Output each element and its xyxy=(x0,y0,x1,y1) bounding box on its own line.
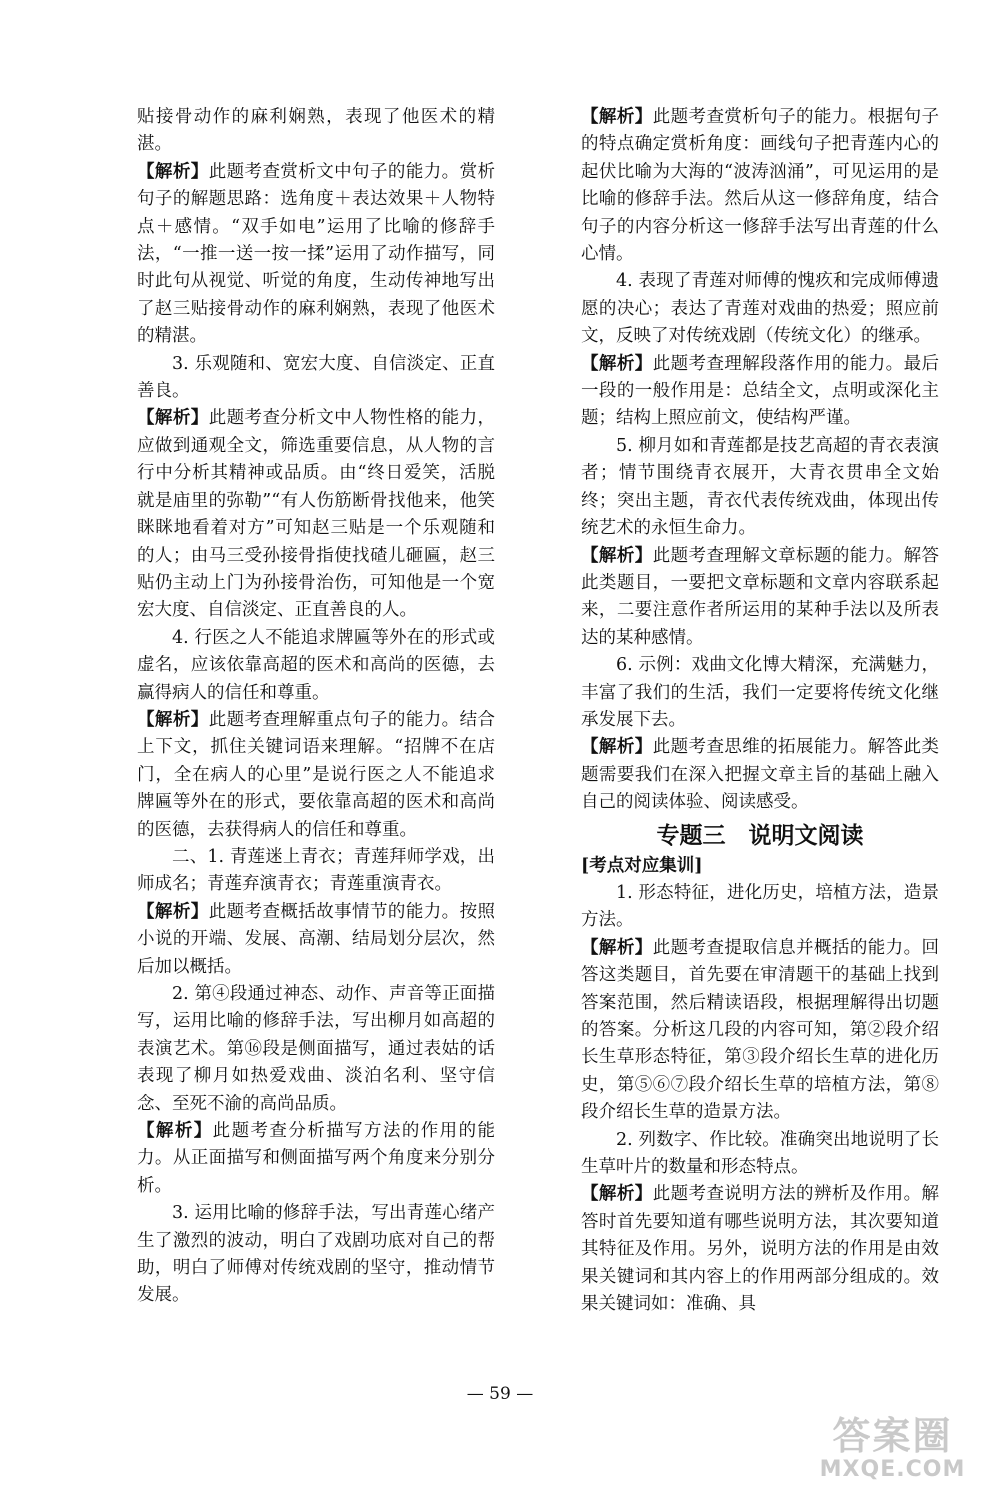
analysis-text: 此题考查思维的拓展能力。解答此类题需要我们在深入把握文章主旨的基础上融入自己的阅读体验、阅读感受。 xyxy=(581,737,940,813)
analysis-paragraph xyxy=(581,935,939,1127)
analysis-label: 【解析】 xyxy=(581,353,653,374)
analysis-paragraph xyxy=(581,104,939,268)
analysis-text: 此题考查分析文中人物性格的能力，应做到通观全文，筛选重要信息，从人物的言行中分析其精神或品质。由“终日爱笑，活脱就是庙里的弥勒”“有人伤筋断骨找他来，他笑眯眯地看着对方”可知赵三贴是一个乐观随和的人；由马三受孙接骨指使找碴儿砸匾，赵三贴仍主动上门为孙接骨治伤，可知他是一个宽宏大度、自信淡定、正直善良的人。 xyxy=(137,408,496,621)
analysis-text: 此题考查分析描写方法的作用的能力。从正面描写和侧面描写两个角度来分别分析。 xyxy=(137,1121,496,1196)
section-title: 专题三 说明文阅读 xyxy=(656,822,864,849)
answer-paragraph: 3. 乐观随和、宽宏大度、自信淡定、正直善良。 xyxy=(137,353,495,402)
answer-paragraph: 二、1. 青莲迷上青衣；青莲拜师学戏，出师成名；青莲弃演青衣；青莲重演青衣。 xyxy=(137,846,495,895)
right-column xyxy=(581,104,939,1318)
answer-paragraph: 2. 列数字、作比较。准确突出地说明了长生草叶片的数量和形态特点。 xyxy=(581,1129,939,1178)
right-column-top-answers xyxy=(581,104,939,817)
watermark-logo-text: 答案圈 xyxy=(832,1414,953,1458)
watermark-url: MXQE.COM xyxy=(819,1457,966,1482)
answer-paragraph: 4. 行医之人不能追求牌匾等外在的形式或虚名，应该依靠高超的医术和高尚的医德，去赢得病人的信任和尊重。 xyxy=(137,627,495,703)
analysis-paragraph xyxy=(137,405,495,624)
answer-paragraph: 1. 形态特征，进化历史，培植方法，造景方法。 xyxy=(581,882,939,931)
analysis-label: 【解析】 xyxy=(137,161,209,182)
analysis-label: 【解析】 xyxy=(581,737,653,758)
right-column-bottom-answers xyxy=(581,880,939,1319)
analysis-paragraph xyxy=(137,1118,495,1200)
answer-paragraph: 4. 表现了青莲对师傅的愧疚和完成师傅遗愿的决心；表达了青莲对戏曲的热爱；照应前文，反映了对传统戏剧（传统文化）的继承。 xyxy=(581,271,939,347)
watermark-logo xyxy=(800,1415,985,1483)
subsection-title: [考点对应集训] xyxy=(581,855,703,876)
answer-paragraph: 5. 柳月如和青莲都是技艺高超的青衣表演者；情节围绕青衣展开，大青衣贯串全文始终；突出主题，青衣代表传统戏曲，体现出传统艺术的永恒生命力。 xyxy=(581,435,939,539)
answer-paragraph: 3. 运用比喻的修辞手法，写出青莲心绪产生了激烈的波动，明白了戏剧功底对自己的帮助，明白了师傅对传统戏剧的坚守，推动情节发展。 xyxy=(137,1203,495,1306)
analysis-text: 此题考查赏析文中句子的能力。赏析句子的解题思路：选角度＋表达效果＋人物特点＋感情。“双手如电”运用了比喻的修辞手法，“一推一送一按一揉”运用了动作描写，同时此句从视觉、听觉的角度，生动传神地写出了赵三贴接骨动作的麻利娴熟，表现了他医术的精湛。 xyxy=(137,161,496,347)
analysis-label: 【解析】 xyxy=(581,1184,653,1205)
analysis-text: 此题考查说明方法的辨析及作用。解答时首先要知道有哪些说明方法，其次要知道其特征及作用。另外，说明方法的作用是由效果关键词和其内容上的作用两部分组成的。效果关键词如：准确、具 xyxy=(581,1184,940,1315)
analysis-paragraph xyxy=(137,159,495,351)
analysis-paragraph xyxy=(581,351,939,433)
answer-paragraph: 2. 第④段通过神态、动作、声音等正面描写，运用比喻的修辞手法，写出柳月如高超的表演艺术。第⑯段是侧面描写，通过表姑的话表现了柳月如热爱戏曲、淡泊名利、坚守信念、至死不渝的高尚品质。 xyxy=(137,984,495,1114)
analysis-text: 此题考查理解重点句子的能力。结合上下文，抓住关键词语来理解。“招牌不在店门，全在病人的心里”是说行医之人不能追求牌匾等外在的形式，要依靠高超的医术和高尚的医德，去获得病人的信任和尊重。 xyxy=(137,709,496,840)
page-number: — 59 — xyxy=(466,1384,534,1404)
analysis-text: 此题考查提取信息并概括的能力。回答这类题目，首先要在审清题干的基础上找到答案范围，然后精读语段，根据理解得出切题的答案。分析这几段的内容可知，第②段介绍长生草形态特征，第③段介绍长生草的进化历史，第⑤⑥⑦段介绍长生草的培植方法，第⑧段介绍长生草的造景方法。 xyxy=(581,937,940,1123)
analysis-paragraph xyxy=(137,707,495,844)
analysis-text: 此题考查理解段落作用的能力。最后一段的一般作用是：总结全文，点明或深化主题；结构上照应前文，使结构严谨。 xyxy=(581,353,940,429)
analysis-text: 此题考查理解文章标题的能力。解答此类题目，一要把文章标题和文章内容联系起来，二要注意作者所运用的某种手法以及所表达的某种感情。 xyxy=(581,545,940,648)
answer-paragraph: 6. 示例：戏曲文化博大精深，充满魅力，丰富了我们的生活，我们一定要将传统文化继承发展下去。 xyxy=(581,655,939,730)
analysis-label: 【解析】 xyxy=(137,709,209,730)
analysis-text: 此题考查赏析句子的能力。根据句子的特点确定赏析角度：画线句子把青莲内心的起伏比喻为大海的“波涛汹涌”，可见运用的是比喻的修辞手法。然后从这一修辞角度，结合句子的内容分析这一修辞手法写出青莲的什么心情。 xyxy=(581,107,940,265)
left-column xyxy=(137,104,495,1310)
analysis-paragraph xyxy=(137,899,495,981)
analysis-paragraph xyxy=(581,543,939,653)
analysis-label: 【解析】 xyxy=(581,937,653,958)
analysis-label: 【解析】 xyxy=(581,545,653,566)
analysis-paragraph xyxy=(581,1181,939,1318)
analysis-text: 此题考查概括故事情节的能力。按照小说的开端、发展、高潮、结局划分层次，然后加以概括。 xyxy=(137,901,496,977)
analysis-label: 【解析】 xyxy=(137,408,209,429)
analysis-paragraph xyxy=(581,734,939,816)
analysis-label: 【解析】 xyxy=(137,901,209,922)
answer-paragraph: 贴接骨动作的麻利娴熟，表现了他医术的精湛。 xyxy=(137,107,495,155)
analysis-label: 【解析】 xyxy=(581,107,653,127)
analysis-label: 【解析】 xyxy=(137,1121,213,1142)
